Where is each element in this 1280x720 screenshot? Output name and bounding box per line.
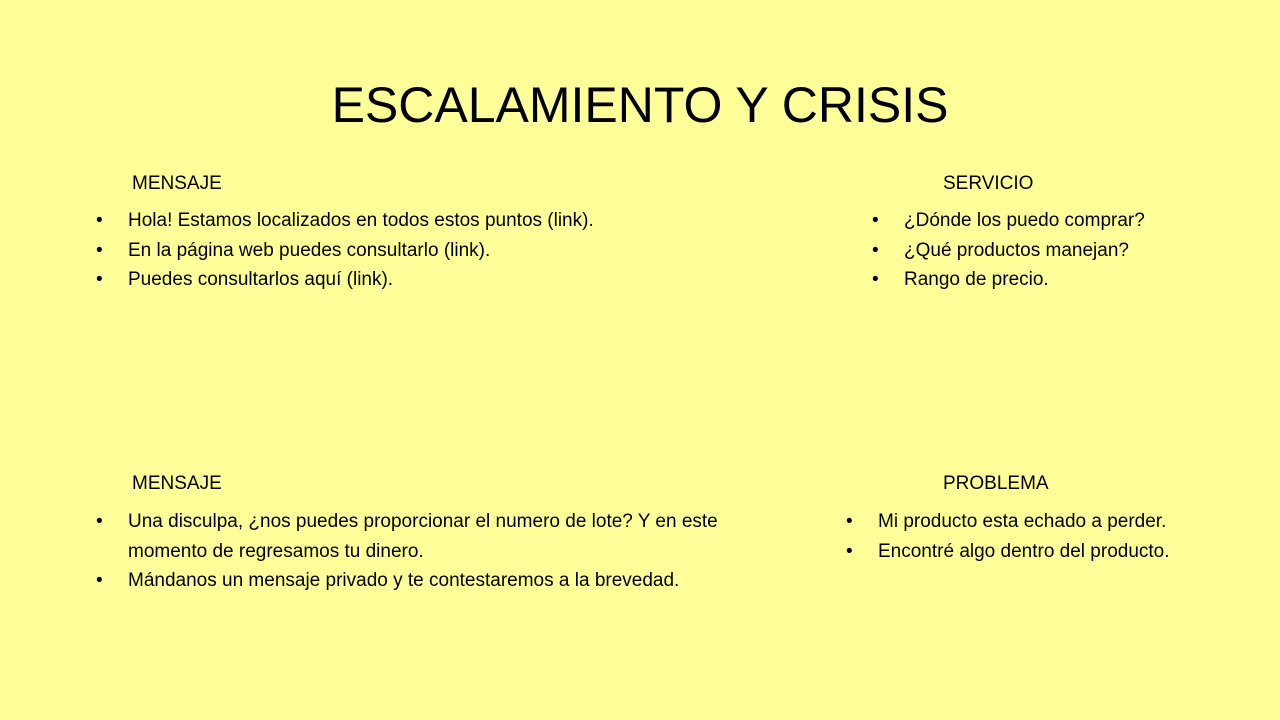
section-heading-problema: PROBLEMA bbox=[943, 473, 1049, 494]
list-item: • ¿Qué productos manejan? bbox=[872, 236, 1252, 266]
slide-title: ESCALAMIENTO Y CRISIS bbox=[331, 77, 949, 133]
mensaje-problema-list bbox=[96, 507, 796, 596]
list-item: • Puedes consultarlos aquí (link). bbox=[96, 265, 716, 295]
list-item: • Encontré algo dentro del producto. bbox=[846, 537, 1266, 567]
list-item: • Mándanos un mensaje privado y te contestaremos a la brevedad. bbox=[96, 566, 796, 596]
list-item: • Una disculpa, ¿nos puedes proporcionar el numero de lote? Y en este momento de regresamos tu dinero. bbox=[96, 507, 796, 566]
list-item: • Hola! Estamos localizados en todos estos puntos (link). bbox=[96, 206, 716, 236]
list-item: • Mi producto esta echado a perder. bbox=[846, 507, 1266, 537]
problema-list bbox=[846, 507, 1266, 566]
servicio-list bbox=[872, 206, 1252, 295]
list-item: • ¿Dónde los puedo comprar? bbox=[872, 206, 1252, 236]
list-item: • Rango de precio. bbox=[872, 265, 1252, 295]
section-heading-servicio: SERVICIO bbox=[943, 173, 1034, 194]
list-item: • En la página web puedes consultarlo (link). bbox=[96, 236, 716, 266]
section-heading-mensaje-problema: MENSAJE bbox=[132, 473, 222, 494]
mensaje-servicio-list bbox=[96, 206, 716, 295]
section-heading-mensaje-servicio: MENSAJE bbox=[132, 173, 222, 194]
